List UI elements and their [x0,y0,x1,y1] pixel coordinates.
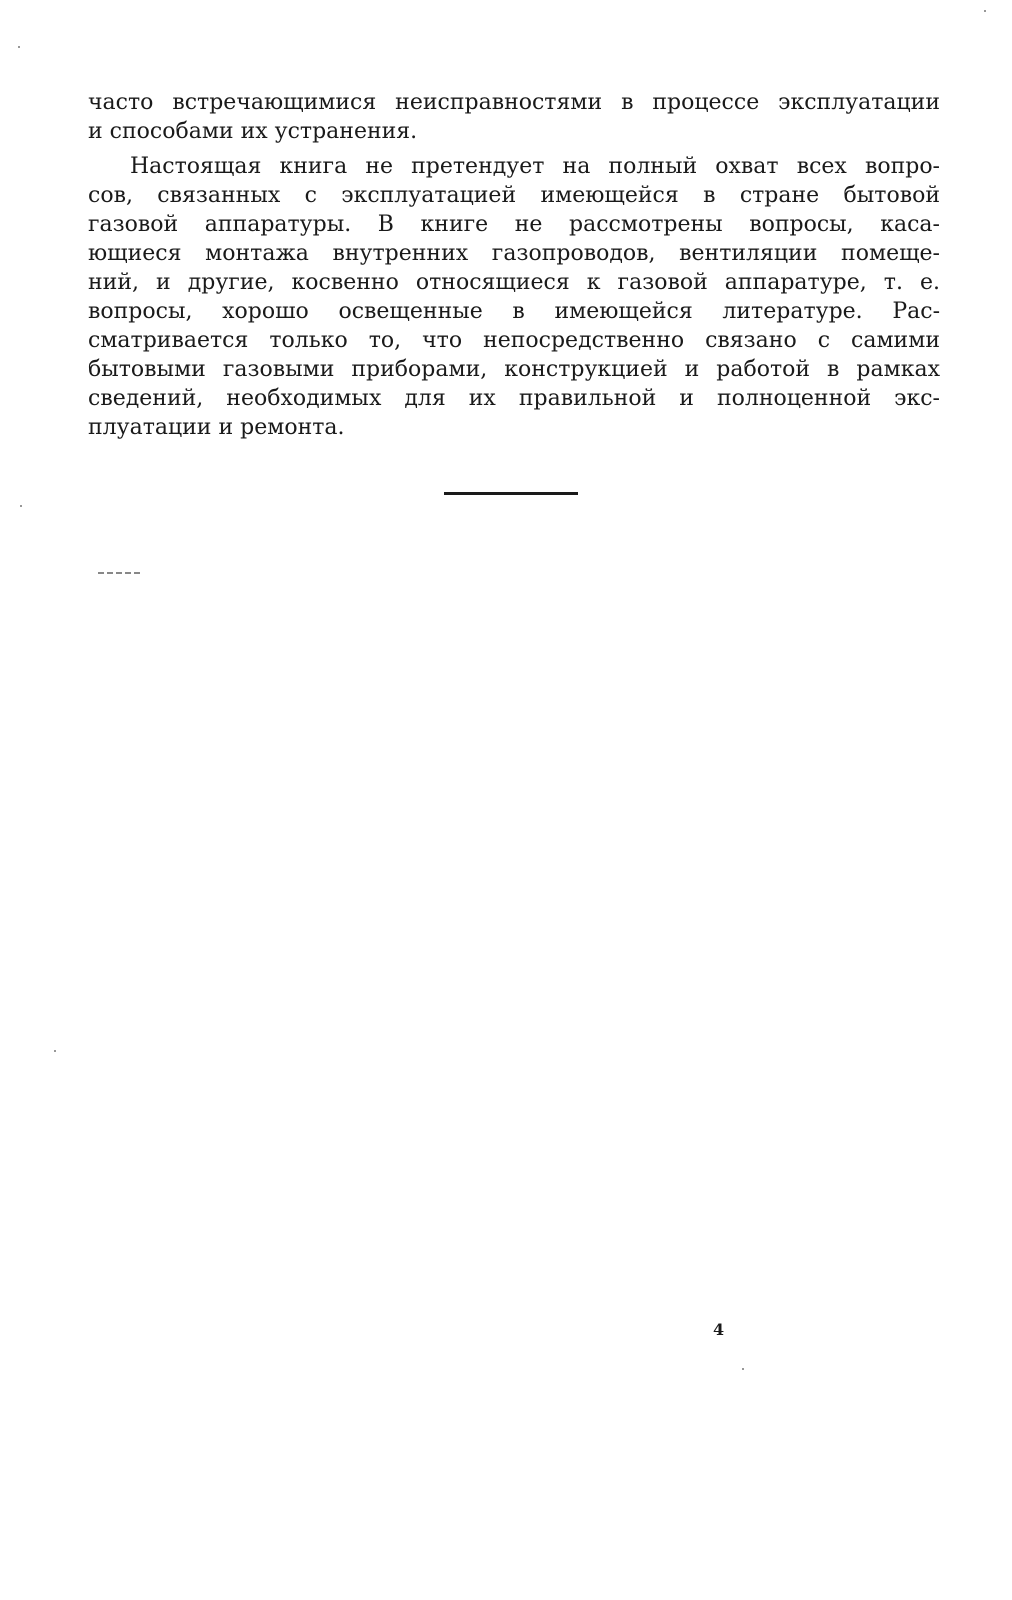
text-line: сматривается только то, что непосредственно связано с самими [88,328,940,353]
scan-artifact [54,1050,56,1052]
text-line: плуатации и ремонта. [88,415,345,440]
scan-artifact [98,572,140,576]
text-line: сов, связанных с эксплуатацией имеющейся в стране бытовой [88,183,940,208]
scan-artifact [20,505,22,507]
scan-artifact [984,10,986,12]
section-separator-rule [444,492,578,495]
text-line: ющиеся монтажа внутренних газопроводов, вентиляции помеще- [88,241,940,266]
text-line: бытовыми газовыми приборами, конструкцией и работой в рамках [88,357,940,382]
text-line: ний, и другие, косвенно относящиеся к газовой аппаратуре, т. е. [88,270,940,295]
text-line: сведений, необходимых для их правильной и полноценной экс- [88,386,940,411]
text-line: Настоящая книга не претендует на полный охват всех вопро- [130,154,940,179]
text-line: вопросы, хорошо освещенные в имеющейся литературе. Рас- [88,299,940,324]
body-text [88,88,940,442]
text-line: и способами их устранения. [88,119,418,144]
page-number: 4 [713,1320,725,1339]
text-line: часто встречающимися неисправностями в процессе эксплуатации [88,90,940,115]
scan-artifact [742,1368,744,1370]
text-line: газовой аппаратуры. В книге не рассмотрены вопросы, каса- [88,212,940,237]
scan-artifact [18,46,20,48]
